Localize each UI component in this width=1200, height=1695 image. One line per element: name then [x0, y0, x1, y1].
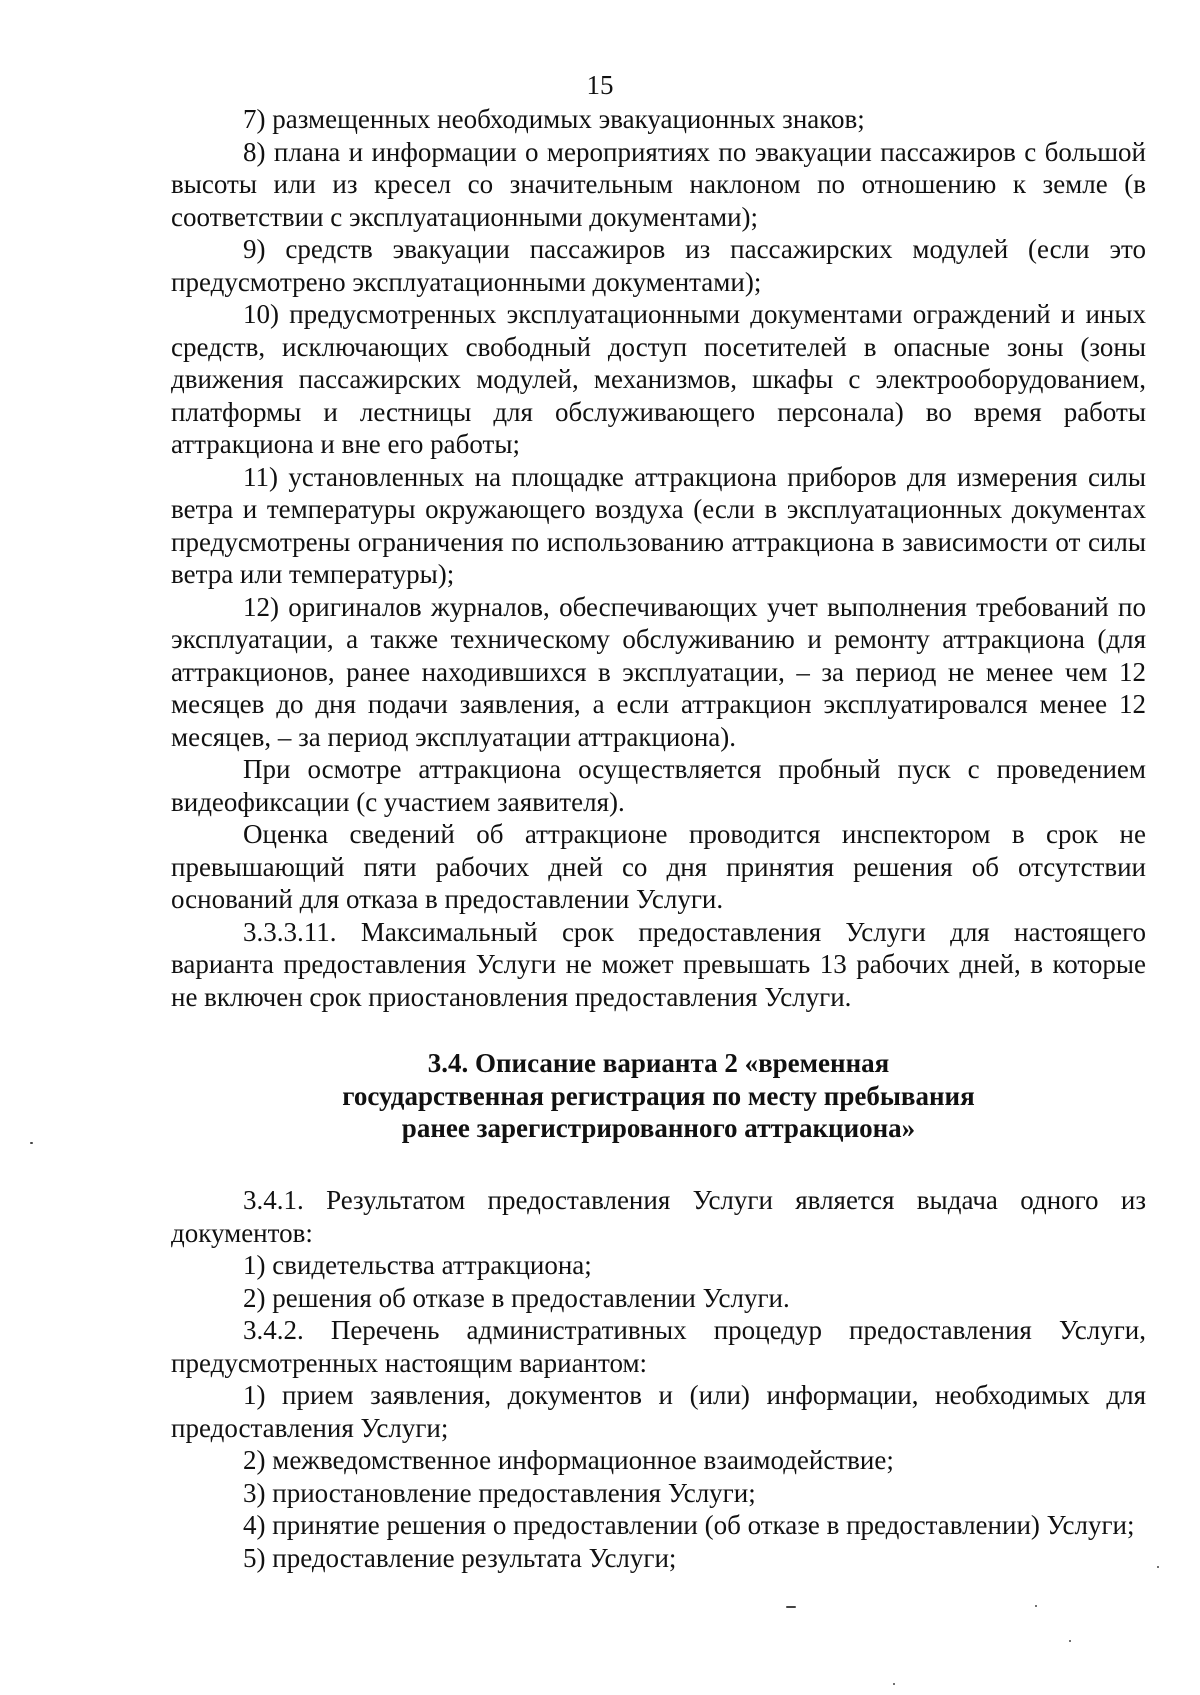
scan-speck [1069, 1640, 1071, 1642]
paragraph-test-run: При осмотре аттракциона осуществляется пробный пуск с проведением видеофиксации (с участием заявителя). [171, 754, 1146, 817]
procedure-item-5: 5) предоставление результата Услуги; [243, 1542, 677, 1573]
procedure-item-4: 4) принятие решения о предоставлении (об отказе в предоставлении) Услуги; [243, 1510, 1135, 1540]
scan-speck [786, 1606, 796, 1608]
paragraph-3-3-3-11: 3.3.3.11. Максимальный срок предоставления Услуги для настоящего варианта предоставления Услуги не может превышать 13 рабочих дней, в которые не включен срок приостановления предоставления Услуги. [171, 916, 1146, 1012]
paragraph-3-4-2: 3.4.2. Перечень административных процедур предоставления Услуги, предусмотренных настоящим вариантом: [171, 1315, 1146, 1378]
list-block-bottom [171, 1184, 1146, 1574]
paragraph-assessment: Оценка сведений об аттракционе проводится инспектором в срок не превышающий пяти рабочих дней со дня принятия решения об отсутствии оснований для отказа в предоставлении Услуги. [171, 819, 1146, 914]
scan-speck [30, 1142, 33, 1144]
list-item-9: 9) средств эвакуации пассажиров из пассажирских модулей (если это предусмотрено эксплуатационными документами); [171, 234, 1146, 297]
section-heading-3-4 [171, 1047, 1146, 1145]
list-item-11: 11) установленных на площадке аттракциона приборов для измерения силы ветра и температуры окружающего воздуха (если в эксплуатационных документах предусмотрены ограничения по использованию аттракциона в зависимости от силы ветра или температуры); [171, 461, 1146, 589]
list-item-7: 7) размещенных необходимых эвакуационных знаков; [243, 104, 865, 134]
paragraph-3-4-1: 3.4.1. Результатом предоставления Услуги является выдача одного из документов: [171, 1185, 1146, 1248]
heading-line: государственная регистрация по месту пребывания [342, 1080, 975, 1111]
list-block-top [171, 103, 1146, 1013]
scan-speck [1157, 1566, 1159, 1568]
heading-line: 3.4. Описание варианта 2 «временная [427, 1048, 890, 1078]
heading-line: ранее зарегистрированного аттракциона» [401, 1113, 916, 1143]
procedure-item-3: 3) приостановление предоставления Услуги; [243, 1477, 756, 1508]
scan-speck [1035, 1605, 1037, 1607]
list-item-result-1: 1) свидетельства аттракциона; [243, 1250, 592, 1280]
list-item-12: 12) оригиналов журналов, обеспечивающих учет выполнения требований по эксплуатации, а также техническому обслуживанию и ремонту аттракциона (для аттракционов, ранее находившихся в эксплуатации, – за период не менее чем 12 месяцев до дня подачи заявления, а если аттракцион эксплуатировался менее 12 месяцев, – за период эксплуатации аттракциона). [171, 591, 1146, 752]
list-item-result-2: 2) решения об отказе в предоставлении Услуги. [243, 1282, 790, 1313]
list-item-10: 10) предусмотренных эксплуатационными документами ограждений и иных средств, исключающих свободный доступ посетителей в опасные зоны (зоны движения пассажирских модулей, механизмов, шкафы с электрооборудованием, платформы и лестницы для обслуживающего персонала) во время работы аттракциона и вне его работы; [171, 299, 1146, 459]
scan-speck [893, 1683, 895, 1685]
procedure-item-2: 2) межведомственное информационное взаимодействие; [243, 1445, 894, 1475]
procedure-item-1: 1) прием заявления, документов и (или) информации, необходимых для предоставления Услуги; [171, 1380, 1146, 1443]
list-item-8: 8) плана и информации о мероприятиях по эвакуации пассажиров с большой высоты или из кресел со значительным наклоном по отношению к земле (в соответствии с эксплуатационными документами); [171, 136, 1146, 232]
page-number: 15 [586, 70, 614, 100]
